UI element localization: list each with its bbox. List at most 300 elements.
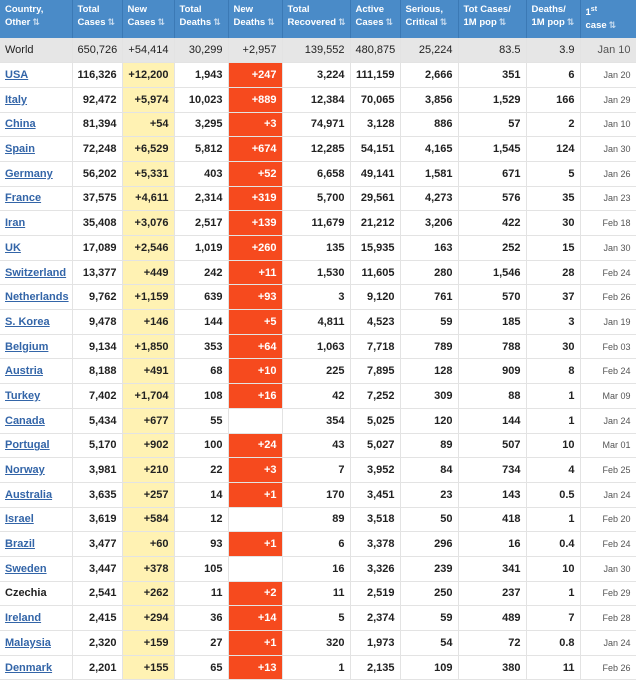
- cell-serious-critical: 761: [400, 285, 458, 310]
- cell-total-deaths: 93: [174, 532, 228, 557]
- cell-first-case: Feb 20: [580, 507, 636, 532]
- cell-new-deaths: +674: [228, 137, 282, 162]
- column-header-total-cases[interactable]: [72, 0, 122, 38]
- cell-total-deaths: 5,812: [174, 137, 228, 162]
- cell-deaths-per-1m: 0.4: [526, 532, 580, 557]
- cell-total-cases: 2,541: [72, 581, 122, 606]
- country-link[interactable]: Australia: [5, 488, 53, 501]
- cell-serious-critical: 84: [400, 458, 458, 483]
- cell-new-deaths: +319: [228, 186, 282, 211]
- country-link[interactable]: Iran: [5, 217, 26, 230]
- cell-cases-per-1m: 185: [458, 310, 526, 335]
- cell-total-cases: 650,726: [72, 38, 122, 63]
- cell-serious-critical: 4,273: [400, 186, 458, 211]
- cell-total-recovered: 11,679: [282, 211, 350, 236]
- table-row: [0, 236, 636, 261]
- cell-cases-per-1m: 507: [458, 433, 526, 458]
- cell-new-deaths: +247: [228, 63, 282, 88]
- cell-total-deaths: 11: [174, 581, 228, 606]
- cell-deaths-per-1m: 7: [526, 606, 580, 631]
- cell-total-recovered: 1,530: [282, 260, 350, 285]
- cell-serious-critical: 4,165: [400, 137, 458, 162]
- cell-new-cases: +378: [122, 556, 174, 581]
- cell-cases-per-1m: 671: [458, 161, 526, 186]
- cell-new-deaths: +64: [228, 334, 282, 359]
- column-header-country[interactable]: [0, 0, 72, 38]
- table-row: [0, 161, 636, 186]
- cell-total-deaths: 242: [174, 260, 228, 285]
- column-header-first-case[interactable]: [580, 0, 636, 38]
- cell-total-recovered: 16: [282, 556, 350, 581]
- cell-total-recovered: 89: [282, 507, 350, 532]
- table-row: [0, 211, 636, 236]
- cell-cases-per-1m: 237: [458, 581, 526, 606]
- column-header-label: Serious,: [405, 4, 443, 15]
- cell-new-deaths: [228, 507, 282, 532]
- cell-active-cases: 2,519: [350, 581, 400, 606]
- table-row: [0, 334, 636, 359]
- cell-cases-per-1m: 83.5: [458, 38, 526, 63]
- cell-total-cases: 3,635: [72, 482, 122, 507]
- column-header-label: Country,: [5, 4, 44, 15]
- cell-total-recovered: 12,384: [282, 87, 350, 112]
- column-header-label: Total: [77, 4, 100, 15]
- cell-first-case: Feb 24: [580, 532, 636, 557]
- column-header-label: New: [233, 4, 254, 15]
- cell-country: [0, 556, 72, 581]
- cell-serious-critical: 789: [400, 334, 458, 359]
- cell-new-deaths: +52: [228, 161, 282, 186]
- cell-first-case: Jan 20: [580, 63, 636, 88]
- cell-cases-per-1m: 1,529: [458, 87, 526, 112]
- cell-new-deaths: +3: [228, 458, 282, 483]
- cell-first-case: Mar 01: [580, 433, 636, 458]
- cell-first-case: Jan 24: [580, 482, 636, 507]
- cell-total-cases: 3,447: [72, 556, 122, 581]
- cell-new-cases: +146: [122, 310, 174, 335]
- cell-total-recovered: 5: [282, 606, 350, 631]
- cell-new-deaths: +260: [228, 236, 282, 261]
- cell-total-cases: 5,434: [72, 408, 122, 433]
- cell-total-cases: 9,478: [72, 310, 122, 335]
- cell-first-case: Jan 29: [580, 87, 636, 112]
- cell-total-recovered: 5,700: [282, 186, 350, 211]
- cell-first-case: Jan 19: [580, 310, 636, 335]
- cell-first-case: Jan 24: [580, 408, 636, 433]
- cell-active-cases: 3,952: [350, 458, 400, 483]
- cell-deaths-per-1m: 0.5: [526, 482, 580, 507]
- country-link[interactable]: Brazil: [5, 538, 35, 551]
- sort-icon[interactable]: ⇅: [107, 17, 116, 27]
- cell-new-cases: +491: [122, 359, 174, 384]
- cell-new-cases: +210: [122, 458, 174, 483]
- cell-active-cases: 7,252: [350, 384, 400, 409]
- cell-serious-critical: 54: [400, 631, 458, 656]
- cell-deaths-per-1m: 4: [526, 458, 580, 483]
- sort-icon[interactable]: ⇅: [439, 17, 448, 27]
- cell-active-cases: 2,374: [350, 606, 400, 631]
- cell-new-deaths: +1: [228, 631, 282, 656]
- cell-total-recovered: 11: [282, 581, 350, 606]
- column-header-new-deaths[interactable]: [228, 0, 282, 38]
- cell-total-deaths: 144: [174, 310, 228, 335]
- cell-serious-critical: 239: [400, 556, 458, 581]
- cell-deaths-per-1m: 3.9: [526, 38, 580, 63]
- cell-total-recovered: 170: [282, 482, 350, 507]
- country-link[interactable]: Malaysia: [5, 636, 51, 649]
- cell-country: [0, 532, 72, 557]
- table-row: [0, 63, 636, 88]
- cell-total-cases: 9,134: [72, 334, 122, 359]
- cell-total-deaths: 105: [174, 556, 228, 581]
- cell-new-deaths: [228, 556, 282, 581]
- country-link[interactable]: S. Korea: [5, 315, 50, 328]
- cell-active-cases: 3,378: [350, 532, 400, 557]
- cell-new-cases: +3,076: [122, 211, 174, 236]
- cell-total-deaths: 1,019: [174, 236, 228, 261]
- column-header-total-recovered[interactable]: [282, 0, 350, 38]
- country-link[interactable]: Spain: [5, 143, 35, 156]
- cell-serious-critical: 1,581: [400, 161, 458, 186]
- cell-cases-per-1m: 570: [458, 285, 526, 310]
- cell-total-recovered: 12,285: [282, 137, 350, 162]
- cell-country: World: [0, 38, 72, 63]
- column-header-new-cases[interactable]: [122, 0, 174, 38]
- country-link[interactable]: Canada: [5, 414, 45, 427]
- cell-new-cases: +159: [122, 631, 174, 656]
- cell-country: [0, 458, 72, 483]
- cell-first-case: Jan 10: [580, 38, 636, 63]
- sort-icon[interactable]: ⇅: [267, 17, 275, 27]
- cell-total-recovered: 3: [282, 285, 350, 310]
- cell-total-cases: 2,320: [72, 631, 122, 656]
- country-link[interactable]: France: [5, 192, 42, 205]
- cell-total-recovered: 139,552: [282, 38, 350, 63]
- cell-country: [0, 655, 72, 680]
- country-link[interactable]: USA: [5, 69, 29, 82]
- table-row: [0, 285, 636, 310]
- column-header-label: Total: [179, 4, 202, 15]
- table-row: [0, 532, 636, 557]
- cell-country: [0, 161, 72, 186]
- cell-new-deaths: +1: [228, 482, 282, 507]
- cell-new-deaths: +13: [228, 655, 282, 680]
- cell-serious-critical: 25,224: [400, 38, 458, 63]
- cell-total-recovered: 43: [282, 433, 350, 458]
- cell-cases-per-1m: 576: [458, 186, 526, 211]
- cell-total-recovered: 6: [282, 532, 350, 557]
- cell-deaths-per-1m: 6: [526, 63, 580, 88]
- cell-country: [0, 260, 72, 285]
- cell-total-cases: 3,619: [72, 507, 122, 532]
- cell-serious-critical: 296: [400, 532, 458, 557]
- country-link[interactable]: Ireland: [5, 612, 42, 625]
- cell-total-cases: 92,472: [72, 87, 122, 112]
- table-row: [0, 507, 636, 532]
- cell-total-deaths: 10,023: [174, 87, 228, 112]
- cell-cases-per-1m: 1,546: [458, 260, 526, 285]
- cell-cases-per-1m: 143: [458, 482, 526, 507]
- cell-total-recovered: 6,658: [282, 161, 350, 186]
- cell-cases-per-1m: 72: [458, 631, 526, 656]
- sort-icon[interactable]: ⇅: [32, 17, 40, 27]
- table-row: [0, 260, 636, 285]
- cell-deaths-per-1m: 37: [526, 285, 580, 310]
- cell-total-deaths: 36: [174, 606, 228, 631]
- cell-total-recovered: 1,063: [282, 334, 350, 359]
- column-header-total-deaths[interactable]: [174, 0, 228, 38]
- column-header-label: Deaths: [179, 17, 212, 28]
- cell-total-cases: 17,089: [72, 236, 122, 261]
- table-row: [0, 482, 636, 507]
- column-header-label: Other: [5, 17, 31, 28]
- cell-new-cases: +54: [122, 112, 174, 137]
- cell-new-cases: +1,704: [122, 384, 174, 409]
- cell-total-cases: 56,202: [72, 161, 122, 186]
- cell-country: [0, 186, 72, 211]
- cell-new-cases: +584: [122, 507, 174, 532]
- cell-active-cases: 5,025: [350, 408, 400, 433]
- cell-first-case: Jan 30: [580, 137, 636, 162]
- cell-serious-critical: 120: [400, 408, 458, 433]
- cell-deaths-per-1m: 28: [526, 260, 580, 285]
- cell-cases-per-1m: 909: [458, 359, 526, 384]
- cell-total-deaths: 22: [174, 458, 228, 483]
- cell-new-cases: +449: [122, 260, 174, 285]
- cell-active-cases: 4,523: [350, 310, 400, 335]
- cell-serious-critical: 50: [400, 507, 458, 532]
- sort-icon[interactable]: ⇅: [498, 17, 507, 27]
- cell-country: [0, 408, 72, 433]
- cell-cases-per-1m: 88: [458, 384, 526, 409]
- cell-active-cases: 49,141: [350, 161, 400, 186]
- cell-country: [0, 112, 72, 137]
- table-row: [0, 359, 636, 384]
- country-link[interactable]: Israel: [5, 513, 34, 526]
- cell-total-cases: 37,575: [72, 186, 122, 211]
- cell-new-cases: +257: [122, 482, 174, 507]
- cell-total-cases: 3,981: [72, 458, 122, 483]
- cell-first-case: Jan 10: [580, 112, 636, 137]
- cell-country: [0, 236, 72, 261]
- table-row: [0, 458, 636, 483]
- country-link[interactable]: Sweden: [5, 562, 47, 575]
- cell-first-case: Mar 09: [580, 384, 636, 409]
- cell-cases-per-1m: 252: [458, 236, 526, 261]
- cell-total-cases: 2,415: [72, 606, 122, 631]
- sort-icon[interactable]: ⇅: [157, 17, 166, 27]
- cell-cases-per-1m: 341: [458, 556, 526, 581]
- cell-cases-per-1m: 1,545: [458, 137, 526, 162]
- sort-icon[interactable]: ⇅: [385, 17, 394, 27]
- cell-total-deaths: 30,299: [174, 38, 228, 63]
- cell-active-cases: 70,065: [350, 87, 400, 112]
- cell-new-cases: +262: [122, 581, 174, 606]
- cell-country: [0, 631, 72, 656]
- cell-new-cases: +5,974: [122, 87, 174, 112]
- cell-first-case: Feb 26: [580, 655, 636, 680]
- cell-cases-per-1m: 144: [458, 408, 526, 433]
- cell-active-cases: 3,451: [350, 482, 400, 507]
- cell-new-deaths: +24: [228, 433, 282, 458]
- country-link[interactable]: Austria: [5, 365, 43, 378]
- table-row: [0, 581, 636, 606]
- cell-total-recovered: 354: [282, 408, 350, 433]
- cell-new-cases: +1,159: [122, 285, 174, 310]
- cell-total-deaths: 1,943: [174, 63, 228, 88]
- cell-first-case: Jan 24: [580, 631, 636, 656]
- cell-deaths-per-1m: 1: [526, 507, 580, 532]
- cell-new-cases: +1,850: [122, 334, 174, 359]
- column-header-label: Tot Cases/: [463, 4, 511, 15]
- cell-active-cases: 7,718: [350, 334, 400, 359]
- country-link[interactable]: Switzerland: [5, 266, 67, 279]
- cell-total-deaths: 403: [174, 161, 228, 186]
- country-link[interactable]: Denmark: [5, 661, 53, 674]
- cell-active-cases: 29,561: [350, 186, 400, 211]
- cell-new-deaths: +2: [228, 581, 282, 606]
- cell-total-deaths: 2,517: [174, 211, 228, 236]
- country-name: Czechia: [5, 587, 47, 600]
- cell-total-deaths: 3,295: [174, 112, 228, 137]
- cell-active-cases: 3,326: [350, 556, 400, 581]
- cell-country: [0, 507, 72, 532]
- table-header-row: [0, 0, 636, 38]
- cell-total-recovered: 135: [282, 236, 350, 261]
- cell-total-deaths: 12: [174, 507, 228, 532]
- cell-deaths-per-1m: 30: [526, 211, 580, 236]
- cell-country: [0, 285, 72, 310]
- cell-active-cases: 11,605: [350, 260, 400, 285]
- cell-deaths-per-1m: 5: [526, 161, 580, 186]
- cell-country: [0, 359, 72, 384]
- cell-total-recovered: 225: [282, 359, 350, 384]
- column-header-label: 1st: [585, 6, 598, 19]
- cell-new-deaths: +10: [228, 359, 282, 384]
- sort-icon[interactable]: ⇅: [566, 17, 575, 27]
- cell-new-cases: +4,611: [122, 186, 174, 211]
- cell-new-cases: +2,546: [122, 236, 174, 261]
- cell-serious-critical: 2,666: [400, 63, 458, 88]
- cell-cases-per-1m: 788: [458, 334, 526, 359]
- country-link[interactable]: Norway: [5, 464, 45, 477]
- country-link[interactable]: UK: [5, 241, 21, 254]
- cell-total-cases: 7,402: [72, 384, 122, 409]
- sort-icon[interactable]: ⇅: [338, 17, 346, 27]
- cell-first-case: Jan 30: [580, 236, 636, 261]
- column-header-label: Cases: [355, 17, 384, 28]
- cell-total-cases: 2,201: [72, 655, 122, 680]
- cell-new-deaths: [228, 408, 282, 433]
- cell-total-deaths: 100: [174, 433, 228, 458]
- table-row: [0, 655, 636, 680]
- cell-total-deaths: 68: [174, 359, 228, 384]
- cell-active-cases: 21,212: [350, 211, 400, 236]
- column-header-deaths-per-1m[interactable]: [526, 0, 580, 38]
- sort-icon[interactable]: ⇅: [608, 20, 617, 31]
- cell-active-cases: 5,027: [350, 433, 400, 458]
- cell-total-cases: 81,394: [72, 112, 122, 137]
- cell-deaths-per-1m: 1: [526, 408, 580, 433]
- cell-serious-critical: 89: [400, 433, 458, 458]
- cell-new-cases: +12,200: [122, 63, 174, 88]
- table-row: [0, 606, 636, 631]
- table-body: [0, 38, 636, 680]
- cell-first-case: Jan 30: [580, 556, 636, 581]
- table-row: [0, 112, 636, 137]
- cell-new-deaths: +3: [228, 112, 282, 137]
- country-link[interactable]: Netherlands: [5, 291, 69, 304]
- cell-country: [0, 211, 72, 236]
- country-link[interactable]: Turkey: [5, 389, 41, 402]
- cell-first-case: Feb 18: [580, 211, 636, 236]
- cell-country: [0, 581, 72, 606]
- column-header-label: Active: [355, 4, 385, 15]
- cell-total-deaths: 14: [174, 482, 228, 507]
- cell-new-cases: +5,331: [122, 161, 174, 186]
- cell-active-cases: 3,518: [350, 507, 400, 532]
- cell-active-cases: 54,151: [350, 137, 400, 162]
- cell-country: [0, 606, 72, 631]
- sort-icon[interactable]: ⇅: [213, 17, 221, 27]
- cell-serious-critical: 128: [400, 359, 458, 384]
- cell-active-cases: 480,875: [350, 38, 400, 63]
- cell-total-cases: 9,762: [72, 285, 122, 310]
- country-link[interactable]: Italy: [5, 93, 28, 106]
- cell-first-case: Feb 28: [580, 606, 636, 631]
- cell-total-cases: 35,408: [72, 211, 122, 236]
- country-link[interactable]: Portugal: [5, 439, 50, 452]
- column-header-active-cases[interactable]: [350, 0, 400, 38]
- cell-total-recovered: 320: [282, 631, 350, 656]
- cell-total-deaths: 2,314: [174, 186, 228, 211]
- cell-total-cases: 8,188: [72, 359, 122, 384]
- cell-first-case: Feb 24: [580, 359, 636, 384]
- cell-country: [0, 334, 72, 359]
- cell-country: [0, 137, 72, 162]
- cell-cases-per-1m: 380: [458, 655, 526, 680]
- cell-new-deaths: +1: [228, 532, 282, 557]
- country-link[interactable]: Germany: [5, 167, 53, 180]
- cell-deaths-per-1m: 0.8: [526, 631, 580, 656]
- country-link[interactable]: Belgium: [5, 340, 49, 353]
- cell-total-recovered: 74,971: [282, 112, 350, 137]
- cell-total-cases: 13,377: [72, 260, 122, 285]
- cell-total-deaths: 353: [174, 334, 228, 359]
- column-header-cases-per-1m[interactable]: [458, 0, 526, 38]
- cell-first-case: Feb 03: [580, 334, 636, 359]
- cell-total-cases: 116,326: [72, 63, 122, 88]
- cell-first-case: Feb 26: [580, 285, 636, 310]
- cell-active-cases: 1,973: [350, 631, 400, 656]
- cell-new-deaths: +139: [228, 211, 282, 236]
- cell-deaths-per-1m: 10: [526, 556, 580, 581]
- table-row: [0, 556, 636, 581]
- column-header-label: New: [127, 4, 148, 15]
- cell-cases-per-1m: 351: [458, 63, 526, 88]
- cell-new-cases: +294: [122, 606, 174, 631]
- column-header-serious-critical[interactable]: [400, 0, 458, 38]
- cell-new-deaths: +93: [228, 285, 282, 310]
- country-link[interactable]: China: [5, 118, 36, 131]
- cell-total-recovered: 3,224: [282, 63, 350, 88]
- cell-new-cases: +54,414: [122, 38, 174, 63]
- column-header-label: Critical: [405, 17, 438, 28]
- cell-deaths-per-1m: 3: [526, 310, 580, 335]
- cell-new-deaths: +11: [228, 260, 282, 285]
- column-header-label: 1M pop: [463, 17, 497, 28]
- cell-serious-critical: 163: [400, 236, 458, 261]
